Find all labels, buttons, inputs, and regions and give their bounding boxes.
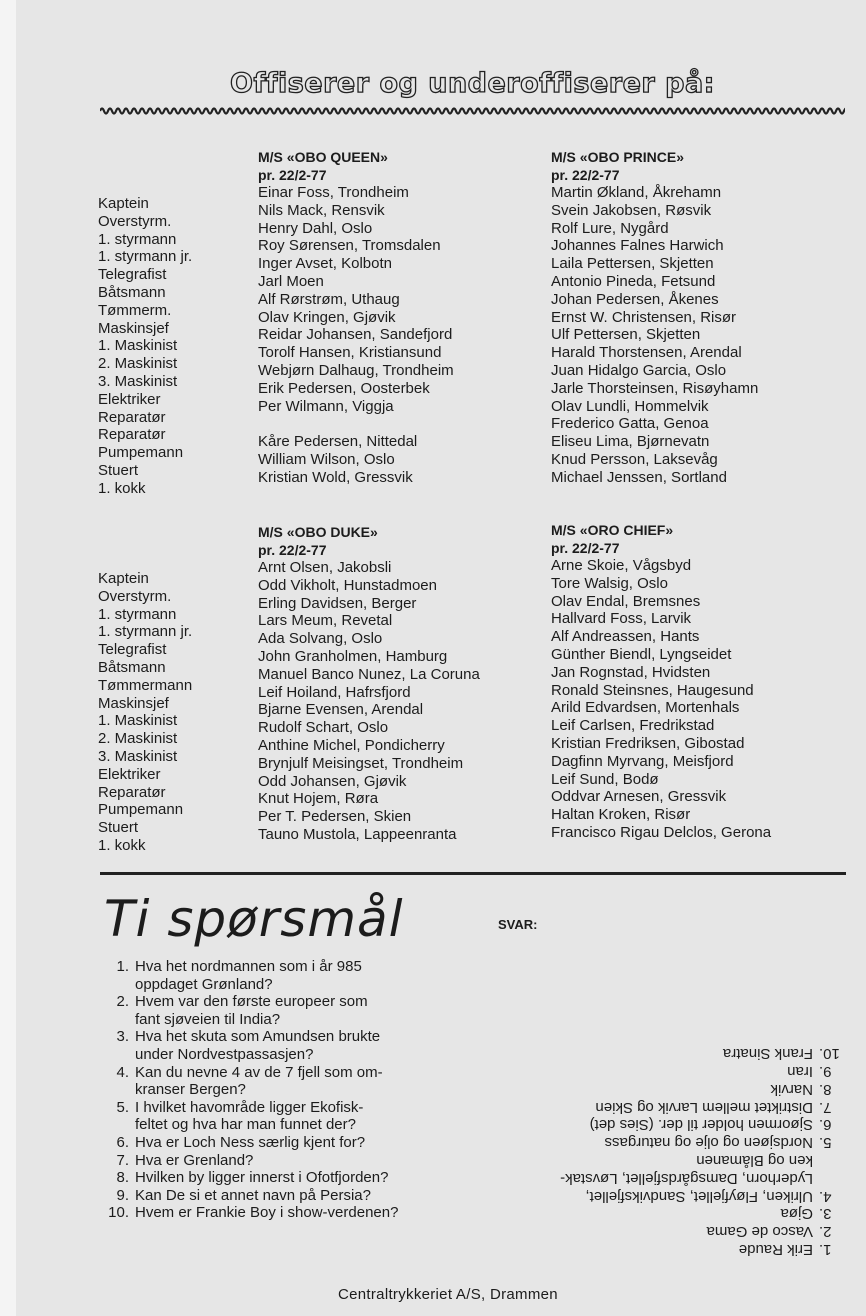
rank-label: Reparatør bbox=[98, 408, 166, 426]
question-line: Hvem er Frankie Boy i show-verdenen? bbox=[135, 1204, 399, 1222]
answer-line: Iran bbox=[787, 1063, 813, 1081]
crew-member: Jarl Moen bbox=[258, 273, 324, 291]
answer-text bbox=[595, 1098, 813, 1116]
rank-label: Reparatør bbox=[98, 783, 166, 801]
answer-text bbox=[560, 1151, 813, 1204]
crew-member: Ernst W. Christensen, Risør bbox=[551, 308, 737, 326]
question-line: Kan du nevne 4 av de 7 fjell som om- bbox=[135, 1063, 383, 1081]
printer-credit: Centraltrykkeriet A/S, Drammen bbox=[338, 1286, 558, 1303]
answer-number: 8. bbox=[819, 1080, 832, 1098]
question-line: oppdaget Grønland? bbox=[135, 975, 273, 993]
rank-label: 1. styrmann bbox=[98, 605, 177, 623]
answer-number: 1. bbox=[819, 1241, 832, 1258]
question-text bbox=[135, 1099, 450, 1134]
crew-member: Oddvar Arnesen, Gressvik bbox=[551, 788, 727, 806]
rank-label: Telegrafist bbox=[98, 266, 167, 284]
crew-member: Webjørn Dalhaug, Trondheim bbox=[258, 362, 454, 380]
answer-line: Distriktet mellem Larvik og Skien bbox=[595, 1098, 813, 1116]
crew-member: Einar Foss, Trondheim bbox=[258, 184, 409, 202]
question-text bbox=[135, 1152, 450, 1170]
question-number: 6. bbox=[116, 1133, 129, 1151]
answer-item bbox=[470, 1062, 845, 1080]
crew-member: Erling Davidsen, Berger bbox=[258, 594, 417, 612]
quiz-title: Ti spørsmål bbox=[104, 890, 404, 948]
question-number: 2. bbox=[116, 993, 129, 1011]
question-item bbox=[100, 1204, 450, 1222]
crew-member: Michael Jenssen, Sortland bbox=[551, 468, 727, 486]
crew-member: Bjarne Evensen, Arendal bbox=[258, 701, 424, 719]
answer-text bbox=[723, 1044, 813, 1062]
crew-member: Erik Pedersen, Oosterbek bbox=[258, 379, 430, 397]
crew-member: John Granholmen, Hamburg bbox=[258, 648, 448, 666]
rank-label: 1. Maskinist bbox=[98, 712, 178, 730]
answer-line: Gjøa bbox=[780, 1205, 813, 1223]
answer-list-upside-down bbox=[470, 978, 845, 1258]
answer-item bbox=[470, 1080, 845, 1098]
answer-item bbox=[470, 1151, 845, 1204]
answer-number: 2. bbox=[819, 1223, 832, 1241]
answer-line: Nordsjøen og olje og naturgass bbox=[604, 1134, 813, 1152]
crew-member: Arnt Olsen, Jakobsli bbox=[258, 559, 392, 577]
answer-item bbox=[470, 1222, 845, 1240]
ship-name: M/S «OBO DUKE» bbox=[258, 524, 378, 540]
answer-item bbox=[470, 1133, 845, 1151]
rank-label: Elektriker bbox=[98, 390, 161, 408]
question-line: Kan De si et annet navn på Persia? bbox=[135, 1186, 371, 1204]
answer-text bbox=[780, 1205, 813, 1223]
rank-label: Stuert bbox=[98, 461, 139, 479]
question-line: Hva er Loch Ness særlig kjent for? bbox=[135, 1133, 366, 1151]
crew-member: Lars Meum, Revetal bbox=[258, 612, 393, 630]
answer-item bbox=[470, 1116, 845, 1134]
rank-label: Stuert bbox=[98, 819, 139, 837]
crew-member: Jan Rognstad, Hvidsten bbox=[551, 663, 711, 681]
crew-spacer bbox=[258, 415, 454, 433]
section-divider bbox=[100, 872, 846, 875]
question-item bbox=[100, 1028, 450, 1063]
answer-number: 9. bbox=[819, 1063, 832, 1081]
ship-date: pr. 22/2-77 bbox=[551, 166, 620, 183]
question-number: 4. bbox=[116, 1063, 129, 1081]
crew-member: Per Wilmann, Viggja bbox=[258, 397, 394, 415]
question-item bbox=[100, 1064, 450, 1099]
rank-label: 3. Maskinist bbox=[98, 747, 178, 765]
answer-line: Sjøormen holder til der. (Sies det) bbox=[589, 1116, 813, 1134]
crew-member: Hallvard Foss, Larvik bbox=[551, 610, 692, 628]
question-line: Hva het nordmannen som i år 985 bbox=[135, 958, 362, 975]
question-item bbox=[100, 1099, 450, 1134]
crew-member: Knud Persson, Laksevåg bbox=[551, 451, 718, 469]
rank-label: 3. Maskinist bbox=[98, 372, 178, 390]
answer-text bbox=[590, 1116, 813, 1134]
crew-member: Dagfinn Myrvang, Meisfjord bbox=[551, 752, 734, 770]
answer-text bbox=[739, 1240, 813, 1258]
ship-name: M/S «OBO PRINCE» bbox=[551, 149, 685, 165]
question-item bbox=[100, 958, 450, 993]
question-text bbox=[135, 993, 450, 1028]
rank-label: Maskinsjef bbox=[98, 694, 169, 712]
crew-member: Per T. Pedersen, Skien bbox=[258, 808, 412, 826]
question-line: I hvilket havområde ligger Ekofisk- bbox=[135, 1098, 364, 1116]
rank-label: Pumpemann bbox=[98, 444, 184, 462]
crew-member: Brynjulf Meisingset, Trondheim bbox=[258, 754, 464, 772]
question-number: 10. bbox=[108, 1204, 129, 1222]
page-margin bbox=[0, 0, 16, 1316]
question-text bbox=[135, 958, 450, 993]
rank-column-top bbox=[98, 195, 192, 498]
question-line: Hvem var den første europeer som bbox=[135, 993, 368, 1011]
crew-member: Ronald Steinsnes, Haugesund bbox=[551, 681, 754, 699]
answer-item bbox=[470, 1098, 845, 1116]
question-item bbox=[100, 993, 450, 1028]
ship-name: M/S «OBO QUEEN» bbox=[258, 149, 388, 165]
crew-member: Johannes Falnes Harwich bbox=[551, 237, 724, 255]
crew-member: Alf Rørstrøm, Uthaug bbox=[258, 290, 400, 308]
crew-member: Johan Pedersen, Åkenes bbox=[551, 290, 719, 308]
crew-member: William Wilson, Oslo bbox=[258, 451, 395, 469]
crew-member: Laila Pettersen, Skjetten bbox=[551, 255, 714, 273]
page-title: Offiserer og underoffiserer på: bbox=[230, 68, 715, 99]
question-number: 5. bbox=[116, 1098, 129, 1116]
answer-line: Vasco de Gama bbox=[706, 1223, 813, 1241]
rank-label: Kaptein bbox=[98, 570, 149, 587]
answer-text bbox=[605, 1133, 813, 1151]
question-text bbox=[135, 1134, 450, 1152]
ship-name: M/S «ORO CHIEF» bbox=[551, 522, 674, 538]
crew-member: Torolf Hansen, Kristiansund bbox=[258, 344, 442, 362]
wavy-rule bbox=[100, 103, 845, 119]
crew-member: Manuel Banco Nunez, La Coruna bbox=[258, 665, 480, 683]
crew-list bbox=[258, 184, 454, 487]
crew-member: Rolf Lure, Nygård bbox=[551, 219, 669, 237]
question-number: 3. bbox=[116, 1028, 129, 1046]
crew-member: Reidar Johansen, Sandefjord bbox=[258, 326, 453, 344]
answer-number: 10. bbox=[819, 1045, 840, 1063]
rank-label: 1. styrmann jr. bbox=[98, 623, 193, 641]
answer-number: 5. bbox=[819, 1134, 832, 1152]
question-number: 7. bbox=[116, 1151, 129, 1169]
question-text bbox=[135, 1169, 450, 1187]
rank-label: 1. kokk bbox=[98, 836, 146, 854]
question-number: 8. bbox=[116, 1169, 129, 1187]
question-item bbox=[100, 1134, 450, 1152]
crew-member: Harald Thorstensen, Arendal bbox=[551, 344, 742, 362]
answer-number: 6. bbox=[819, 1116, 832, 1134]
crew-member: Rudolf Schart, Oslo bbox=[258, 719, 389, 737]
question-item bbox=[100, 1152, 450, 1170]
crew-member: Francisco Rigau Delclos, Gerona bbox=[551, 824, 772, 842]
crew-member: Juan Hidalgo Garcia, Oslo bbox=[551, 362, 727, 380]
question-text bbox=[135, 1028, 450, 1063]
ship-date: pr. 22/2-77 bbox=[258, 166, 327, 183]
crew-member: Leif Carlsen, Fredrikstad bbox=[551, 717, 715, 735]
question-number: 1. bbox=[116, 958, 129, 975]
crew-member: Leif Sund, Bodø bbox=[551, 770, 659, 788]
crew-member: Eliseu Lima, Bjørnevatn bbox=[551, 433, 710, 451]
crew-member: Inger Avset, Kolbotn bbox=[258, 255, 392, 273]
answer-number: 3. bbox=[819, 1205, 832, 1223]
answer-line: ken og Blåmanen bbox=[696, 1152, 813, 1170]
rank-label: Tømmermann bbox=[98, 676, 193, 694]
answer-line: Ulriken, Fløyfjellet, Sandviksfjellet, bbox=[585, 1187, 813, 1205]
answer-item bbox=[470, 1205, 845, 1223]
crew-member: Ulf Pettersen, Skjetten bbox=[551, 326, 701, 344]
crew-member: Knut Hojem, Røra bbox=[258, 790, 379, 808]
rank-label: Telegrafist bbox=[98, 641, 167, 659]
question-list bbox=[100, 958, 450, 1222]
rank-label: Pumpemann bbox=[98, 801, 184, 819]
crew-member: Frederico Gatta, Genoa bbox=[551, 415, 709, 433]
answer-text bbox=[707, 1222, 813, 1240]
question-item bbox=[100, 1169, 450, 1187]
answer-line: Frank Sinatra bbox=[722, 1045, 813, 1063]
answer-text bbox=[787, 1062, 813, 1080]
rank-label: 1. Maskinist bbox=[98, 337, 178, 355]
crew-member: Tore Walsig, Oslo bbox=[551, 574, 668, 592]
crew-member: Arne Skoie, Vågsbyd bbox=[551, 557, 692, 575]
crew-member: Svein Jakobsen, Røsvik bbox=[551, 201, 712, 219]
ship-obo-prince bbox=[551, 149, 758, 487]
question-line: fant sjøveien til India? bbox=[135, 1010, 281, 1028]
rank-label: Båtsmann bbox=[98, 283, 166, 301]
answer-line: Erik Raude bbox=[738, 1241, 813, 1258]
rank-label: 1. kokk bbox=[98, 479, 146, 497]
crew-member: Henry Dahl, Oslo bbox=[258, 219, 373, 237]
answer-line: Lyderhorn, Damsgårdsfjellet, Løvstak- bbox=[560, 1169, 813, 1187]
answers-label: SVAR: bbox=[498, 917, 538, 932]
question-line: feltet og hva har man funnet der? bbox=[135, 1116, 356, 1134]
crew-member: Alf Andreassen, Hants bbox=[551, 628, 700, 646]
crew-member: Kåre Pedersen, Nittedal bbox=[258, 433, 418, 451]
question-text bbox=[135, 1064, 450, 1099]
answer-item bbox=[470, 1044, 845, 1062]
rank-label: Tømmerm. bbox=[98, 301, 172, 319]
ship-oro-chief bbox=[551, 522, 771, 842]
answer-text bbox=[770, 1080, 813, 1098]
crew-member: Odd Johansen, Gjøvik bbox=[258, 772, 407, 790]
crew-member: Haltan Kroken, Risør bbox=[551, 806, 691, 824]
crew-list bbox=[258, 559, 480, 844]
rank-label: 1. styrmann bbox=[98, 230, 177, 248]
crew-member: Tauno Mustola, Lappeenranta bbox=[258, 826, 457, 844]
crew-member: Günther Biendl, Lyngseidet bbox=[551, 646, 732, 664]
question-number: 9. bbox=[116, 1186, 129, 1204]
question-line: under Nordvestpassasjen? bbox=[135, 1045, 314, 1063]
answer-number: 4. bbox=[819, 1187, 832, 1205]
answer-number: 7. bbox=[819, 1098, 832, 1116]
rank-label: Reparatør bbox=[98, 426, 166, 444]
crew-member: Anthine Michel, Pondicherry bbox=[258, 737, 445, 755]
answer-line: Narvik bbox=[770, 1080, 813, 1098]
question-line: Hvilken by ligger innerst i Ofotfjorden? bbox=[135, 1169, 389, 1187]
rank-label: Overstyrm. bbox=[98, 587, 172, 605]
crew-list bbox=[551, 557, 771, 842]
ship-obo-duke bbox=[258, 524, 480, 844]
rank-label: Kaptein bbox=[98, 195, 149, 212]
question-line: kranser Bergen? bbox=[135, 1081, 246, 1099]
crew-member: Kristian Wold, Gressvik bbox=[258, 468, 413, 486]
crew-member: Ada Solvang, Oslo bbox=[258, 630, 383, 648]
crew-member: Leif Hoiland, Hafrsfjord bbox=[258, 683, 411, 701]
ship-date: pr. 22/2-77 bbox=[258, 541, 327, 558]
answer-item bbox=[470, 1240, 845, 1258]
rank-label: 2. Maskinist bbox=[98, 730, 178, 748]
question-item bbox=[100, 1187, 450, 1205]
crew-member: Jarle Thorsteinsen, Risøyhamn bbox=[551, 379, 759, 397]
rank-column-bottom bbox=[98, 570, 192, 855]
ship-date: pr. 22/2-77 bbox=[551, 539, 620, 556]
crew-list bbox=[551, 184, 758, 487]
crew-member: Olav Endal, Bremsnes bbox=[551, 592, 701, 610]
question-line: Hva er Grenland? bbox=[135, 1151, 254, 1169]
rank-label: 2. Maskinist bbox=[98, 355, 178, 373]
rank-label: Maskinsjef bbox=[98, 319, 169, 337]
question-text bbox=[135, 1204, 450, 1222]
crew-member: Roy Sørensen, Tromsdalen bbox=[258, 237, 441, 255]
crew-member: Odd Vikholt, Hunstadmoen bbox=[258, 576, 437, 594]
question-line: Hva het skuta som Amundsen brukte bbox=[135, 1028, 381, 1046]
crew-member: Nils Mack, Rensvik bbox=[258, 201, 385, 219]
crew-member: Martin Økland, Åkrehamn bbox=[551, 184, 722, 202]
crew-member: Kristian Fredriksen, Gibostad bbox=[551, 735, 745, 753]
rank-label: Overstyrm. bbox=[98, 212, 172, 230]
crew-member: Olav Lundli, Hommelvik bbox=[551, 397, 709, 415]
rank-label: Elektriker bbox=[98, 765, 161, 783]
crew-member: Arild Edvardsen, Mortenhals bbox=[551, 699, 740, 717]
rank-label: Båtsmann bbox=[98, 658, 166, 676]
crew-member: Olav Kringen, Gjøvik bbox=[258, 308, 396, 326]
ship-obo-queen bbox=[258, 149, 454, 487]
rank-label: 1. styrmann jr. bbox=[98, 248, 193, 266]
crew-member: Antonio Pineda, Fetsund bbox=[551, 273, 716, 291]
question-text bbox=[135, 1187, 450, 1205]
